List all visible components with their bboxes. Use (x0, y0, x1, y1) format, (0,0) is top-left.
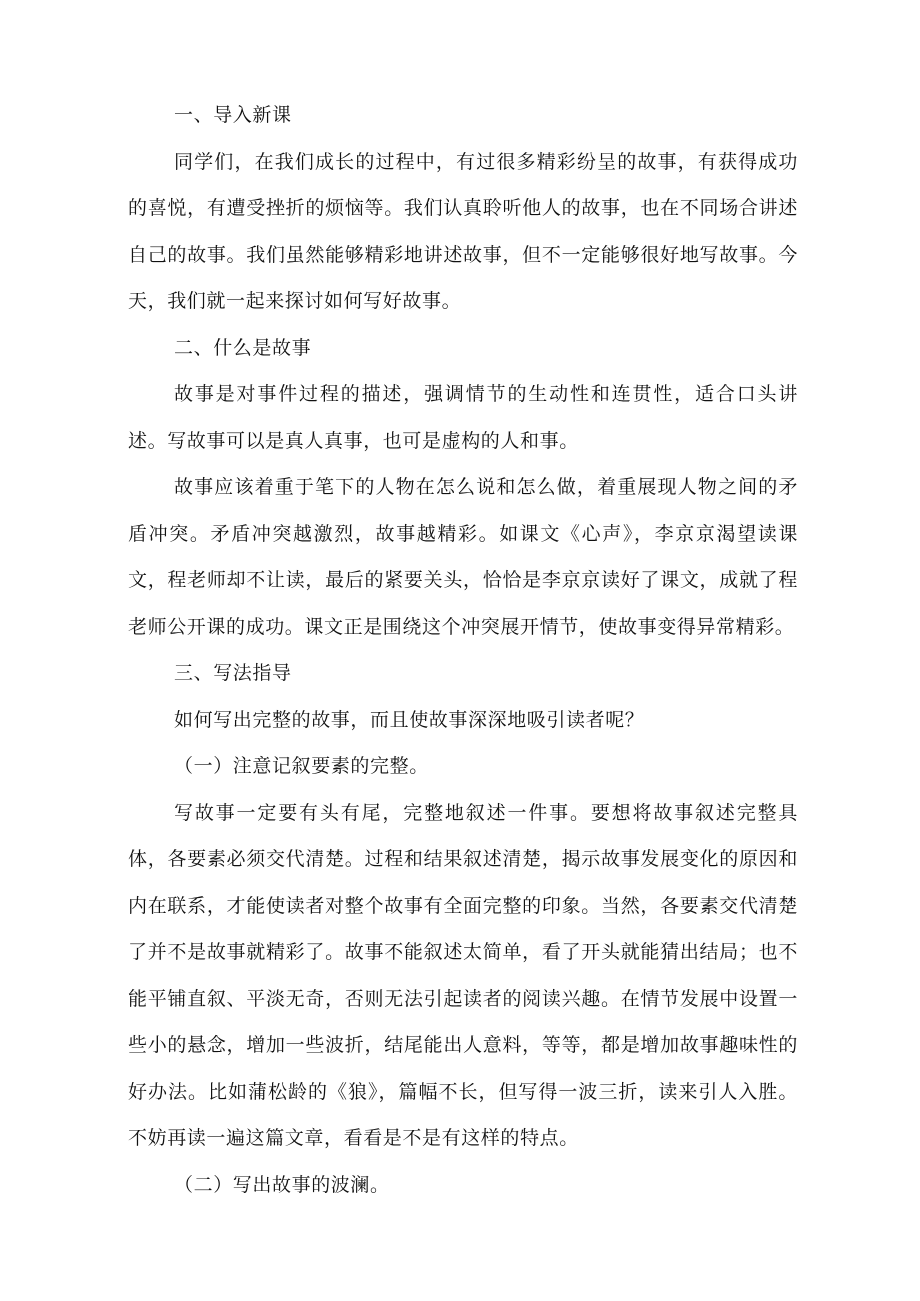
paragraph-elements-detail: 写故事一定要有头有尾，完整地叙述一件事。要想将故事叙述完整具体，各要素必须交代清楚。过程和结果叙述清楚，揭示故事发展变化的原因和内在联系，才能使读者对整个故事有全面完整的印象。当然，各要素交代清楚了并不是故事就精彩了。故事不能叙述太简单，看了开头就能猜出结局；也不能平铺直叙、平淡无奇，否则无法引起读者的阅读兴趣。在情节发展中设置一些小的悬念，增加一些波折，结尾能出人意料，等等，都是增加故事趣味性的好办法。比如蒲松龄的《狼》，篇幅不长，但写得一波三折，读来引人入胜。不妨再读一遍这篇文章，看看是不是有这样的特点。 (128, 801, 798, 1149)
subheading-story-twists: （二）写出故事的波澜。 (174, 1173, 390, 1196)
paragraph-intro: 同学们，在我们成长的过程中，有过很多精彩纷呈的故事，有获得成功的喜悦，有遭受挫折的烦恼等。我们认真聆听他人的故事，也在不同场合讲述自己的故事。我们虽然能够精彩地讲述故事，但不一定能够很好地写故事。今天，我们就一起来探讨如何写好故事。 (128, 150, 798, 312)
subheading-elements-complete: （一）注意记叙要素的完整。 (174, 755, 429, 777)
section-heading-what-is-story: 二、什么是故事 (174, 336, 312, 359)
paragraph-story-conflict: 故事应该着重于笔下的人物在怎么说和怎么做，着重展现人物之间的矛盾冲突。矛盾冲突越激烈，故事越精彩。如课文《心声》，李京京渴望读课文，程老师却不让读，最后的紧要关头，恰恰是李京京读好了课文，成就了程老师公开课的成功。课文正是围绕这个冲突展开情节，使故事变得异常精彩。 (128, 476, 798, 638)
section-heading-intro: 一、导入新课 (174, 104, 292, 126)
paragraph-guide-question: 如何写出完整的故事，而且使故事深深地吸引读者呢？ (174, 708, 645, 731)
document-body (128, 92, 798, 1208)
paragraph-story-definition: 故事是对事件过程的描述，强调情节的生动性和连贯性，适合口头讲述。写故事可以是真人真事，也可是虚构的人和事。 (128, 383, 798, 452)
section-heading-writing-guide: 三、写法指导 (174, 662, 292, 684)
